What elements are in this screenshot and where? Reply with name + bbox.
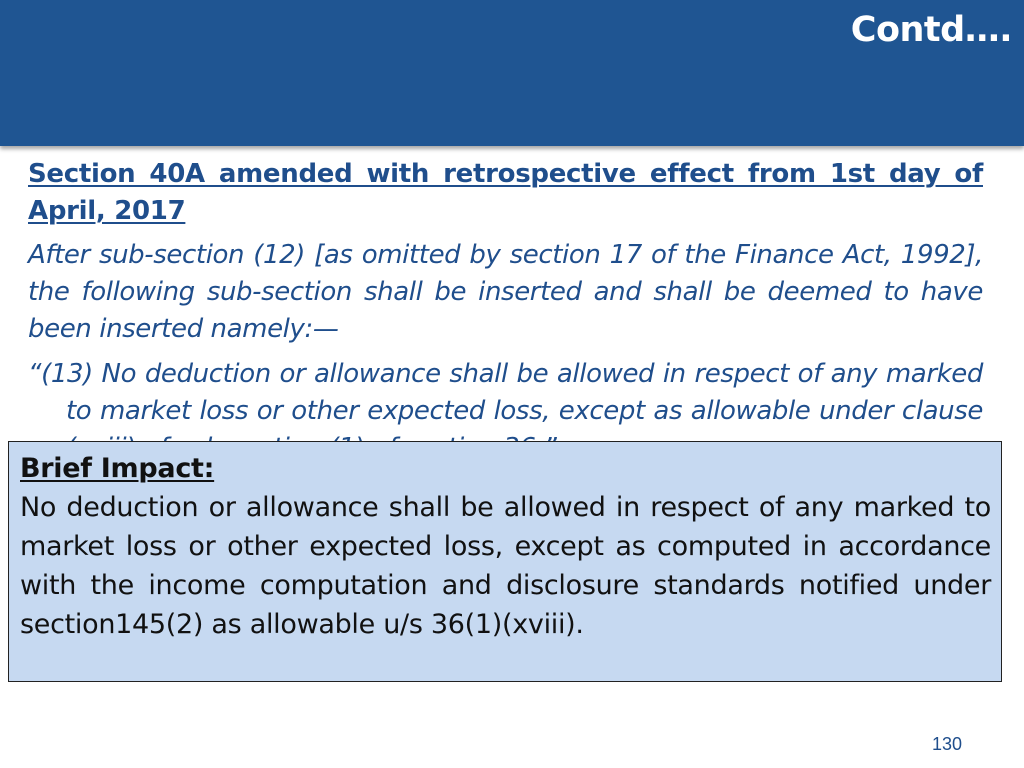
brief-impact-box	[8, 441, 1002, 682]
section-heading: Section 40A amended with retrospective effect from 1st day of April, 2017	[28, 159, 983, 226]
slide-content	[28, 156, 983, 467]
brief-impact-title: Brief Impact:	[20, 453, 215, 484]
amendment-paragraph: After sub-section (12) [as omitted by section 17 of the Finance Act, 1992], the following sub-section shall be inserted and shall be deemed to have been inserted namely:—	[28, 240, 983, 344]
brief-impact-text: No deduction or allowance shall be allowed in respect of any marked to market loss or other expected loss, except as computed in accordance with the income computation and disclosure standards notified under section145(2) as allowable u/s 36(1)(xviii).	[20, 492, 991, 640]
slide-title: Contd….	[850, 10, 1012, 50]
header-band	[0, 0, 1024, 146]
inserted-subsection-quote: “(13) No deduction or allowance shall be allowed in respect of any marked to market loss or other expected loss, except as allowable under clause	[28, 359, 983, 426]
page-number: 130	[931, 734, 962, 754]
